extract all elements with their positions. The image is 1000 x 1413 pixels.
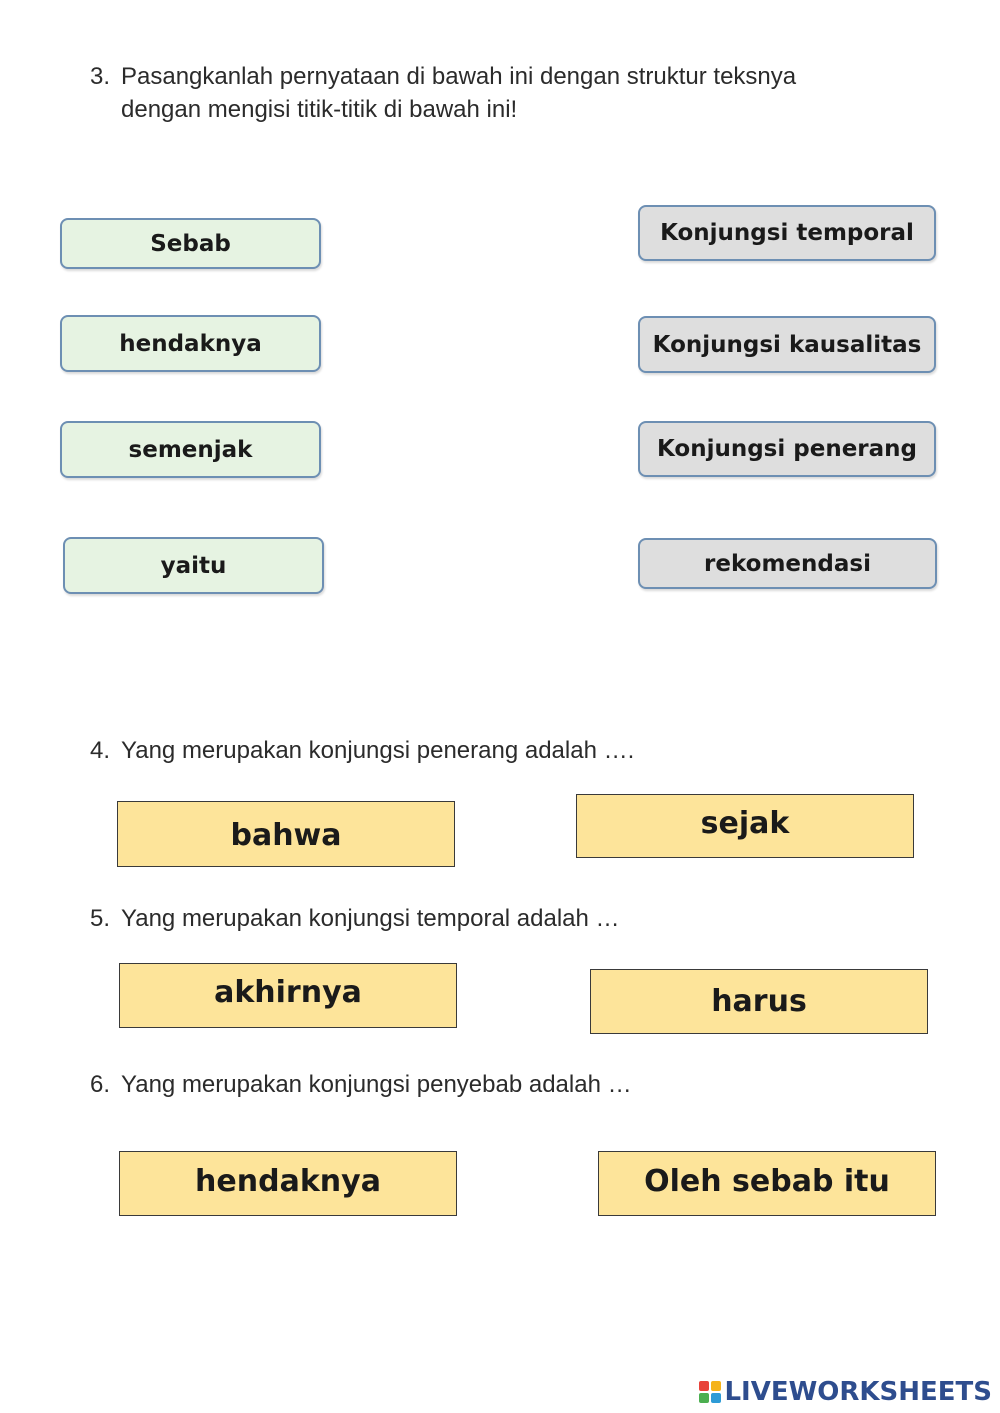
question-4-body: Yang merupakan konjungsi penerang adalah …. <box>121 737 635 764</box>
q4-option-bahwa[interactable]: bahwa <box>117 801 455 867</box>
question-5-text <box>90 902 910 935</box>
logo-square-1 <box>699 1381 709 1391</box>
match-left-semenjak[interactable]: semenjak <box>60 421 321 478</box>
q4-option-sejak[interactable]: sejak <box>576 794 914 858</box>
logo-square-2 <box>711 1381 721 1391</box>
question-3-number: 3. <box>90 63 111 90</box>
question-6-body: Yang merupakan konjungsi penyebab adalah … <box>121 1071 632 1098</box>
question-3-line-2: dengan mengisi titik-titik di bawah ini! <box>121 96 518 123</box>
q5-option-harus[interactable]: harus <box>590 969 928 1034</box>
question-5-body: Yang merupakan konjungsi temporal adalah … <box>121 905 620 932</box>
question-3-line-1: Pasangkanlah pernyataan di bawah ini dengan struktur teksnya <box>121 63 797 90</box>
question-6-text <box>90 1068 910 1101</box>
match-right-konjungsi-penerang[interactable]: Konjungsi penerang <box>638 421 936 477</box>
match-right-konjungsi-kausalitas[interactable]: Konjungsi kausalitas <box>638 316 936 373</box>
question-6-number: 6. <box>90 1071 111 1098</box>
liveworksheets-logo-icon <box>699 1381 721 1403</box>
q5-option-akhirnya[interactable]: akhirnya <box>119 963 457 1028</box>
logo-square-3 <box>699 1393 709 1403</box>
match-left-sebab[interactable]: Sebab <box>60 218 321 269</box>
match-left-yaitu[interactable]: yaitu <box>63 537 324 594</box>
logo-square-4 <box>711 1393 721 1403</box>
question-4-text <box>90 734 910 767</box>
q6-option-oleh-sebab-itu[interactable]: Oleh sebab itu <box>598 1151 936 1216</box>
match-right-konjungsi-temporal[interactable]: Konjungsi temporal <box>638 205 936 261</box>
liveworksheets-brand <box>699 1377 992 1407</box>
question-3-text <box>90 60 910 126</box>
question-4-number: 4. <box>90 737 111 764</box>
match-left-hendaknya[interactable]: hendaknya <box>60 315 321 372</box>
liveworksheets-wordmark: LIVEWORKSHEETS <box>724 1377 992 1407</box>
q6-option-hendaknya[interactable]: hendaknya <box>119 1151 457 1216</box>
match-right-rekomendasi[interactable]: rekomendasi <box>638 538 937 589</box>
question-5-number: 5. <box>90 905 111 932</box>
